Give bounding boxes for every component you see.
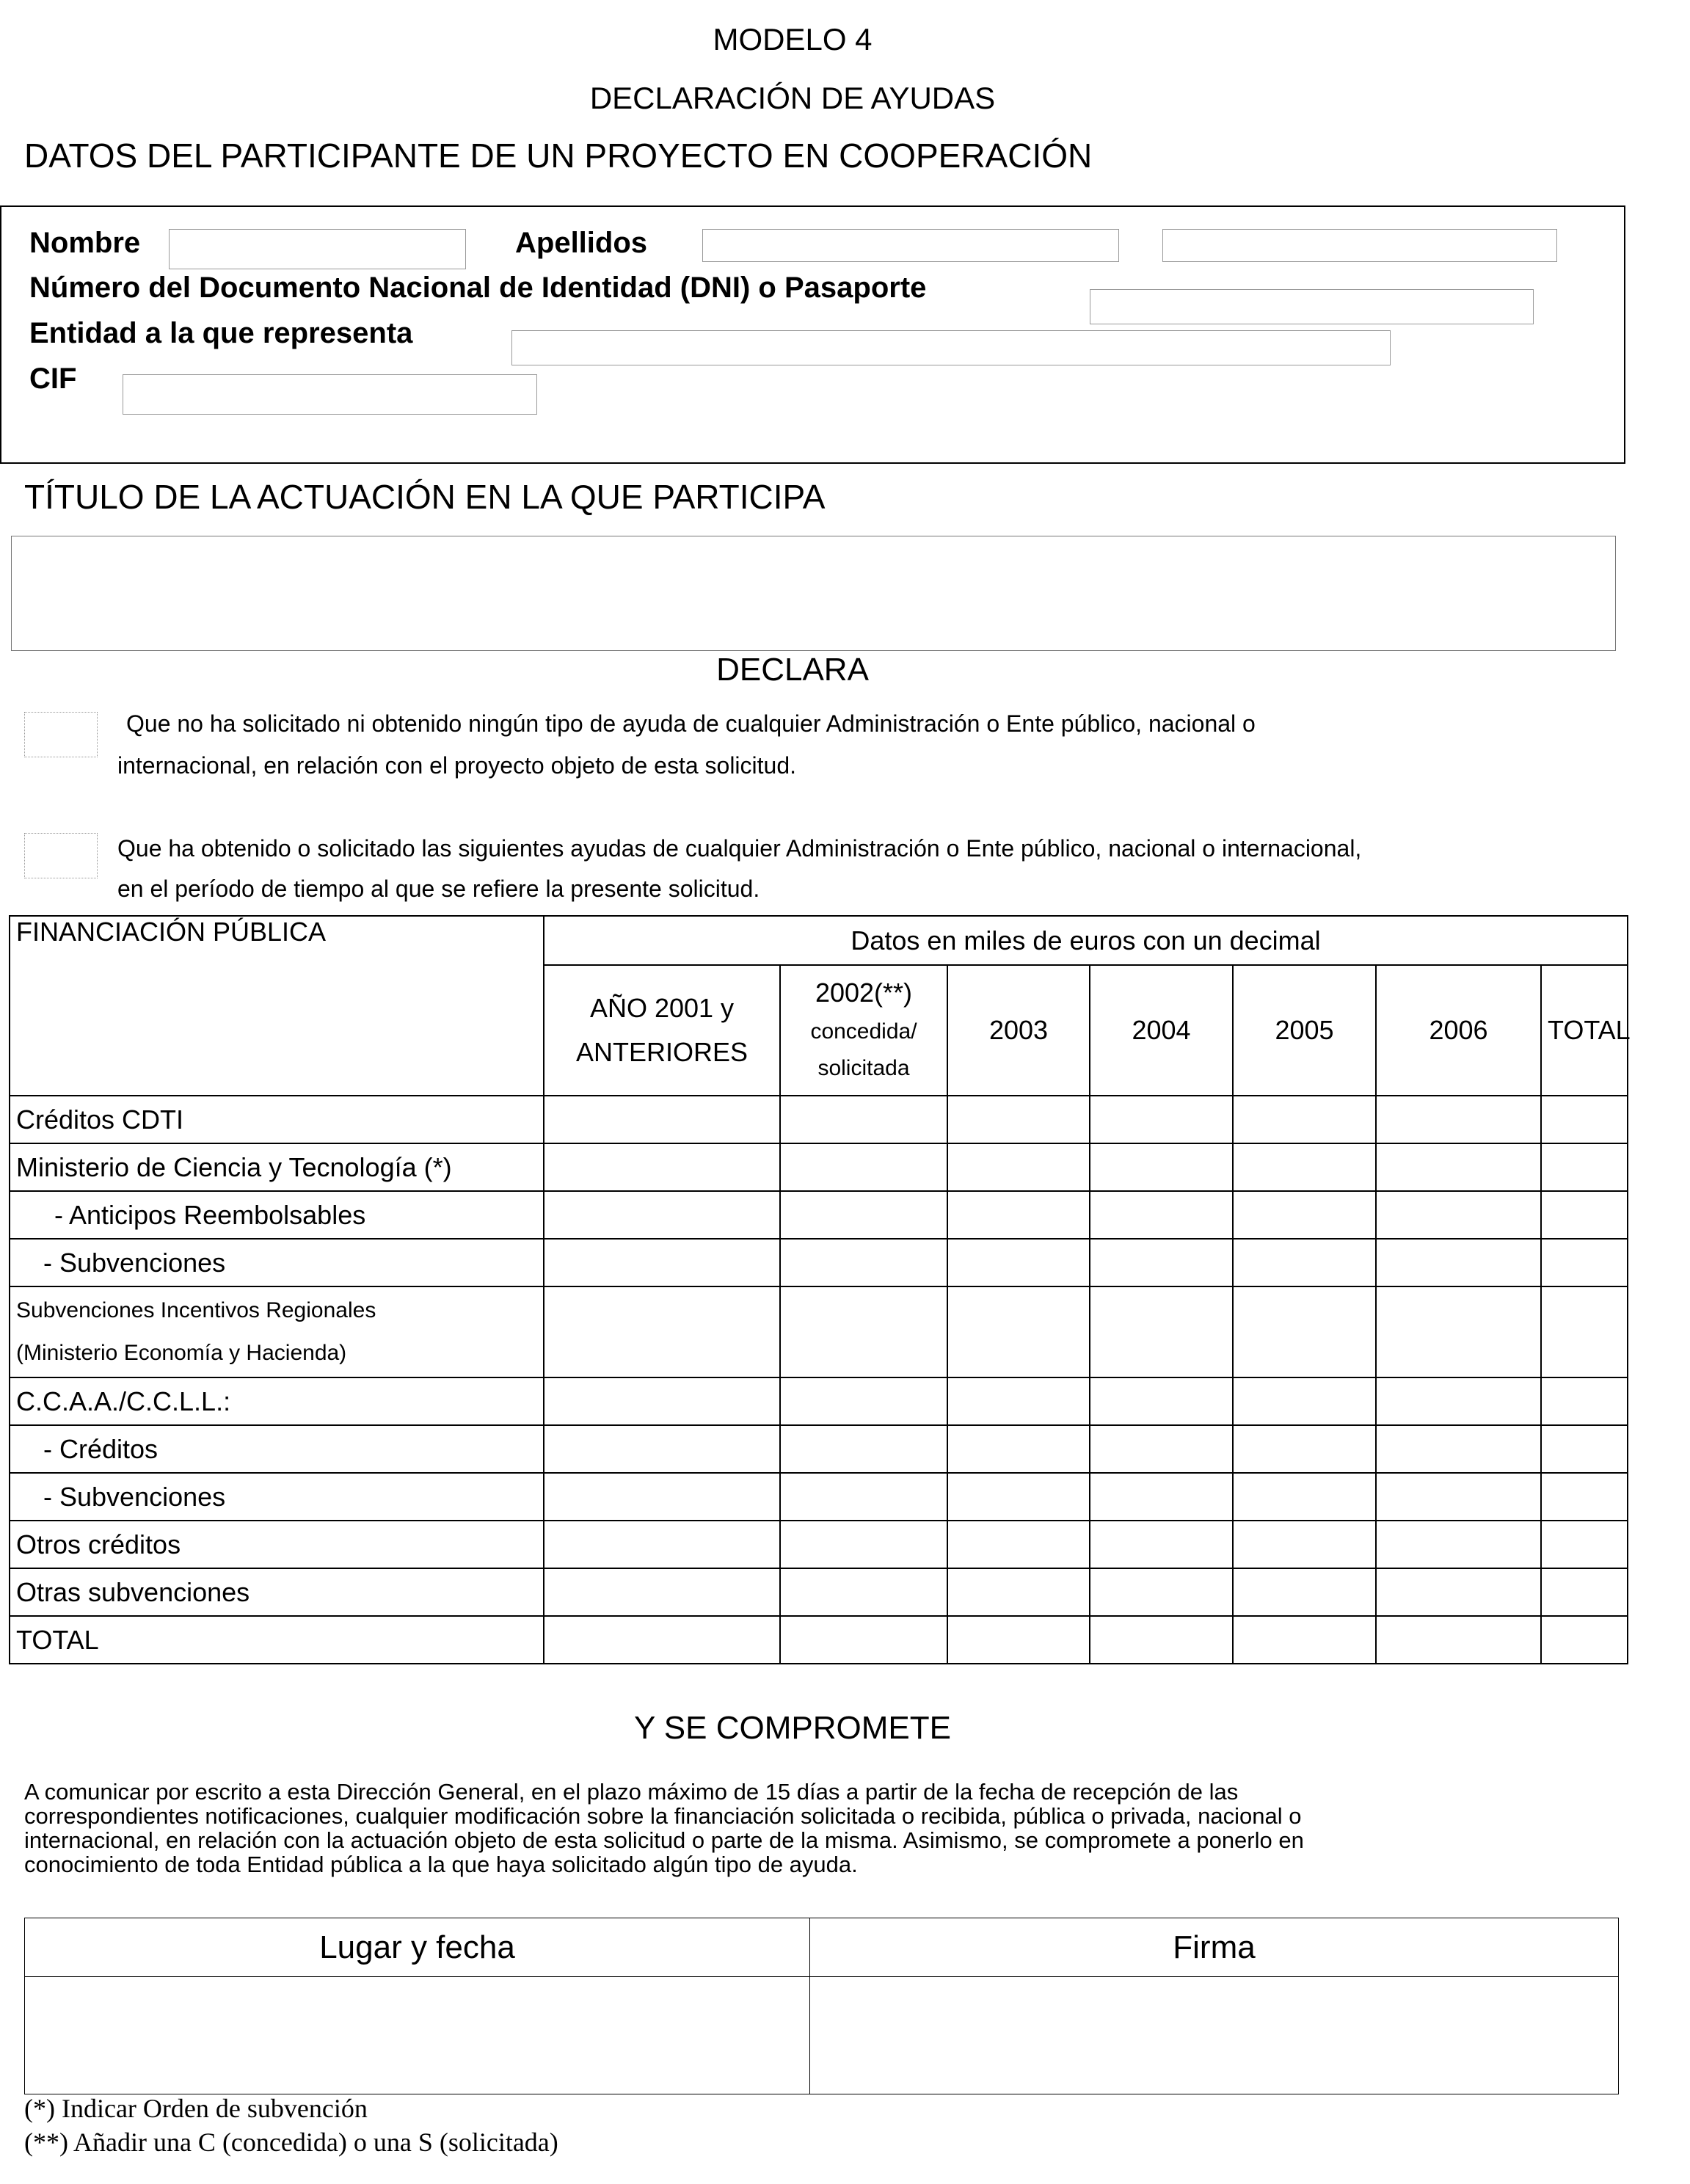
value-cell[interactable] <box>1233 1096 1376 1143</box>
value-cell[interactable] <box>1376 1096 1541 1143</box>
commitment-line: correspondientes notificaciones, cualquier modificación sobre la financiación solicitada o recibida, pública o privada, nacional o <box>24 1803 1302 1829</box>
place-date-header: Lugar y fecha <box>25 1918 810 1977</box>
table-row <box>10 1143 1628 1191</box>
value-cell[interactable] <box>780 1425 947 1473</box>
table-row <box>10 1616 1628 1664</box>
row-label: Ministerio de Ciencia y Tecnología (*) <box>10 1143 544 1191</box>
no-aid-checkbox[interactable] <box>24 712 98 757</box>
row-label: - Subvenciones <box>10 1239 544 1286</box>
footnote-granted-requested: (**) Añadir una C (concedida) o una S (solicitada) <box>24 2127 558 2157</box>
name-field[interactable] <box>169 229 466 269</box>
place-date-field[interactable] <box>25 1977 810 2094</box>
value-cell[interactable] <box>1376 1377 1541 1425</box>
value-cell[interactable] <box>544 1191 780 1239</box>
commitment-line: A comunicar por escrito a esta Dirección General, en el plazo máximo de 15 días a partir de la fecha de recepción de las <box>24 1779 1239 1805</box>
table-row <box>10 1473 1628 1521</box>
value-cell[interactable] <box>544 1473 780 1521</box>
action-title-field[interactable] <box>11 536 1616 651</box>
value-cell[interactable] <box>544 1239 780 1286</box>
participant-section-title: DATOS DEL PARTICIPANTE DE UN PROYECTO EN COOPERACIÓN <box>24 136 1093 175</box>
value-cell[interactable] <box>1233 1286 1376 1377</box>
row-label: Otros créditos <box>10 1521 544 1568</box>
financing-corner-header: FINANCIACIÓN PÚBLICA <box>10 916 544 1096</box>
action-title-label: TÍTULO DE LA ACTUACIÓN EN LA QUE PARTICIPA <box>24 478 826 516</box>
no-aid-text-line1: Que no ha solicitado ni obtenido ningún tipo de ayuda de cualquier Administración o Ente público, nacional o <box>126 710 1256 737</box>
declara-heading: DECLARA <box>716 652 869 688</box>
table-row <box>10 1521 1628 1568</box>
col-header-2001: AÑO 2001 y ANTERIORES <box>544 965 780 1096</box>
value-cell[interactable] <box>1090 1473 1233 1521</box>
value-cell[interactable] <box>544 1377 780 1425</box>
value-cell[interactable] <box>1233 1191 1376 1239</box>
value-cell[interactable] <box>1541 1473 1628 1521</box>
value-cell[interactable] <box>544 1286 780 1377</box>
value-cell[interactable] <box>1090 1191 1233 1239</box>
row-label: Subvenciones Incentivos Regionales (Ministerio Economía y Hacienda) <box>10 1286 544 1377</box>
value-cell[interactable] <box>1541 1425 1628 1473</box>
value-cell[interactable] <box>1376 1521 1541 1568</box>
commitment-heading: Y SE COMPROMETE <box>634 1710 951 1746</box>
value-cell[interactable] <box>1541 1096 1628 1143</box>
has-aid-text-line1: Que ha obtenido o solicitado las siguientes ayudas de cualquier Administración o Ente público, nacional o internacional, <box>117 835 1362 862</box>
table-row <box>10 1377 1628 1425</box>
value-cell[interactable] <box>1376 1568 1541 1616</box>
col-header-2002: 2002(**) concedida/ solicitada <box>780 965 947 1096</box>
value-cell[interactable] <box>1090 1286 1233 1377</box>
value-cell[interactable] <box>1541 1286 1628 1377</box>
second-surname-field[interactable] <box>1162 229 1557 262</box>
value-cell[interactable] <box>1090 1425 1233 1473</box>
value-cell[interactable] <box>1376 1616 1541 1664</box>
row-label: TOTAL <box>10 1616 544 1664</box>
value-cell[interactable] <box>1376 1143 1541 1191</box>
signature-field[interactable] <box>810 1977 1619 2094</box>
value-cell[interactable] <box>947 1191 1090 1239</box>
value-cell[interactable] <box>544 1568 780 1616</box>
value-cell[interactable] <box>1376 1473 1541 1521</box>
document-title: DECLARACIÓN DE AYUDAS <box>589 81 996 115</box>
surname-label: Apellidos <box>515 227 648 259</box>
no-aid-text-line2: internacional, en relación con el proyecto objeto de esta solicitud. <box>117 752 797 779</box>
document-number-field[interactable] <box>1090 289 1534 324</box>
value-cell[interactable] <box>1233 1616 1376 1664</box>
cif-field[interactable] <box>123 374 537 415</box>
value-cell[interactable] <box>947 1286 1090 1377</box>
signature-table <box>24 1918 1619 2094</box>
value-cell[interactable] <box>1233 1473 1376 1521</box>
table-row <box>10 1239 1628 1286</box>
table-row <box>10 1286 1628 1377</box>
value-cell[interactable] <box>544 1096 780 1143</box>
commitment-text <box>24 1780 1617 1877</box>
value-cell[interactable] <box>1233 1239 1376 1286</box>
table-row <box>10 1096 1628 1143</box>
value-cell[interactable] <box>947 1096 1090 1143</box>
value-cell[interactable] <box>947 1568 1090 1616</box>
table-row <box>10 1568 1628 1616</box>
row-label: - Subvenciones <box>10 1473 544 1521</box>
value-cell[interactable] <box>1376 1425 1541 1473</box>
value-cell[interactable] <box>1376 1286 1541 1377</box>
row-label: Otras subvenciones <box>10 1568 544 1616</box>
has-aid-text-line2: en el período de tiempo al que se refiere la presente solicitud. <box>117 876 760 902</box>
value-cell[interactable] <box>1376 1191 1541 1239</box>
value-cell[interactable] <box>1233 1568 1376 1616</box>
entity-field[interactable] <box>511 330 1391 365</box>
value-cell[interactable] <box>780 1616 947 1664</box>
model-number: MODELO 4 <box>713 22 873 57</box>
value-cell[interactable] <box>1541 1143 1628 1191</box>
value-cell[interactable] <box>1090 1521 1233 1568</box>
row-label: Créditos CDTI <box>10 1096 544 1143</box>
col-header-2006: 2006 <box>1376 965 1541 1096</box>
value-cell[interactable] <box>1090 1377 1233 1425</box>
col-header-2005: 2005 <box>1233 965 1376 1096</box>
value-cell[interactable] <box>1090 1239 1233 1286</box>
participant-data-box <box>0 205 1625 464</box>
value-cell[interactable] <box>947 1473 1090 1521</box>
value-cell[interactable] <box>1090 1616 1233 1664</box>
value-cell[interactable] <box>947 1616 1090 1664</box>
value-cell[interactable] <box>1233 1521 1376 1568</box>
value-cell[interactable] <box>1541 1568 1628 1616</box>
row-label: - Créditos <box>10 1425 544 1473</box>
document-number-label: Número del Documento Nacional de Identidad (DNI) o Pasaporte <box>29 272 927 304</box>
value-cell[interactable] <box>780 1473 947 1521</box>
cif-label: CIF <box>29 363 77 395</box>
financing-group-header: Datos en miles de euros con un decimal <box>544 916 1628 965</box>
has-aid-checkbox[interactable] <box>24 833 98 878</box>
value-cell[interactable] <box>947 1521 1090 1568</box>
commitment-line: conocimiento de toda Entidad pública a la que haya solicitado algún tipo de ayuda. <box>24 1852 858 1877</box>
value-cell[interactable] <box>780 1286 947 1377</box>
value-cell[interactable] <box>1376 1239 1541 1286</box>
col-header-total: TOTAL <box>1541 965 1628 1096</box>
value-cell[interactable] <box>780 1521 947 1568</box>
value-cell[interactable] <box>947 1143 1090 1191</box>
commitment-line: internacional, en relación con la actuación objeto de esta solicitud o parte de la misma. Asimismo, se compromete a ponerlo en <box>24 1827 1304 1853</box>
value-cell[interactable] <box>1090 1143 1233 1191</box>
value-cell[interactable] <box>780 1568 947 1616</box>
value-cell[interactable] <box>780 1096 947 1143</box>
value-cell[interactable] <box>1233 1143 1376 1191</box>
name-label: Nombre <box>29 227 141 259</box>
footnote-subsidy-order: (*) Indicar Orden de subvención <box>24 2094 368 2123</box>
value-cell[interactable] <box>780 1377 947 1425</box>
value-cell[interactable] <box>947 1239 1090 1286</box>
value-cell[interactable] <box>544 1425 780 1473</box>
entity-label: Entidad a la que representa <box>29 317 413 349</box>
value-cell[interactable] <box>544 1521 780 1568</box>
value-cell[interactable] <box>780 1191 947 1239</box>
value-cell[interactable] <box>1541 1191 1628 1239</box>
value-cell[interactable] <box>1090 1096 1233 1143</box>
value-cell[interactable] <box>1541 1239 1628 1286</box>
value-cell[interactable] <box>780 1143 947 1191</box>
value-cell[interactable] <box>544 1616 780 1664</box>
value-cell[interactable] <box>544 1143 780 1191</box>
value-cell[interactable] <box>947 1425 1090 1473</box>
value-cell[interactable] <box>947 1377 1090 1425</box>
signature-header: Firma <box>810 1918 1619 1977</box>
value-cell[interactable] <box>1233 1377 1376 1425</box>
value-cell[interactable] <box>1090 1568 1233 1616</box>
table-row <box>10 1191 1628 1239</box>
value-cell[interactable] <box>1541 1521 1628 1568</box>
table-row <box>10 1425 1628 1473</box>
value-cell[interactable] <box>1233 1425 1376 1473</box>
value-cell[interactable] <box>780 1239 947 1286</box>
value-cell[interactable] <box>1541 1377 1628 1425</box>
col-header-2003: 2003 <box>947 965 1090 1096</box>
public-financing-table <box>9 915 1631 1664</box>
row-label: C.C.A.A./C.C.L.L.: <box>10 1377 544 1425</box>
col-header-2004: 2004 <box>1090 965 1233 1096</box>
row-label: - Anticipos Reembolsables <box>10 1191 544 1239</box>
value-cell[interactable] <box>1541 1616 1628 1664</box>
first-surname-field[interactable] <box>702 229 1119 262</box>
